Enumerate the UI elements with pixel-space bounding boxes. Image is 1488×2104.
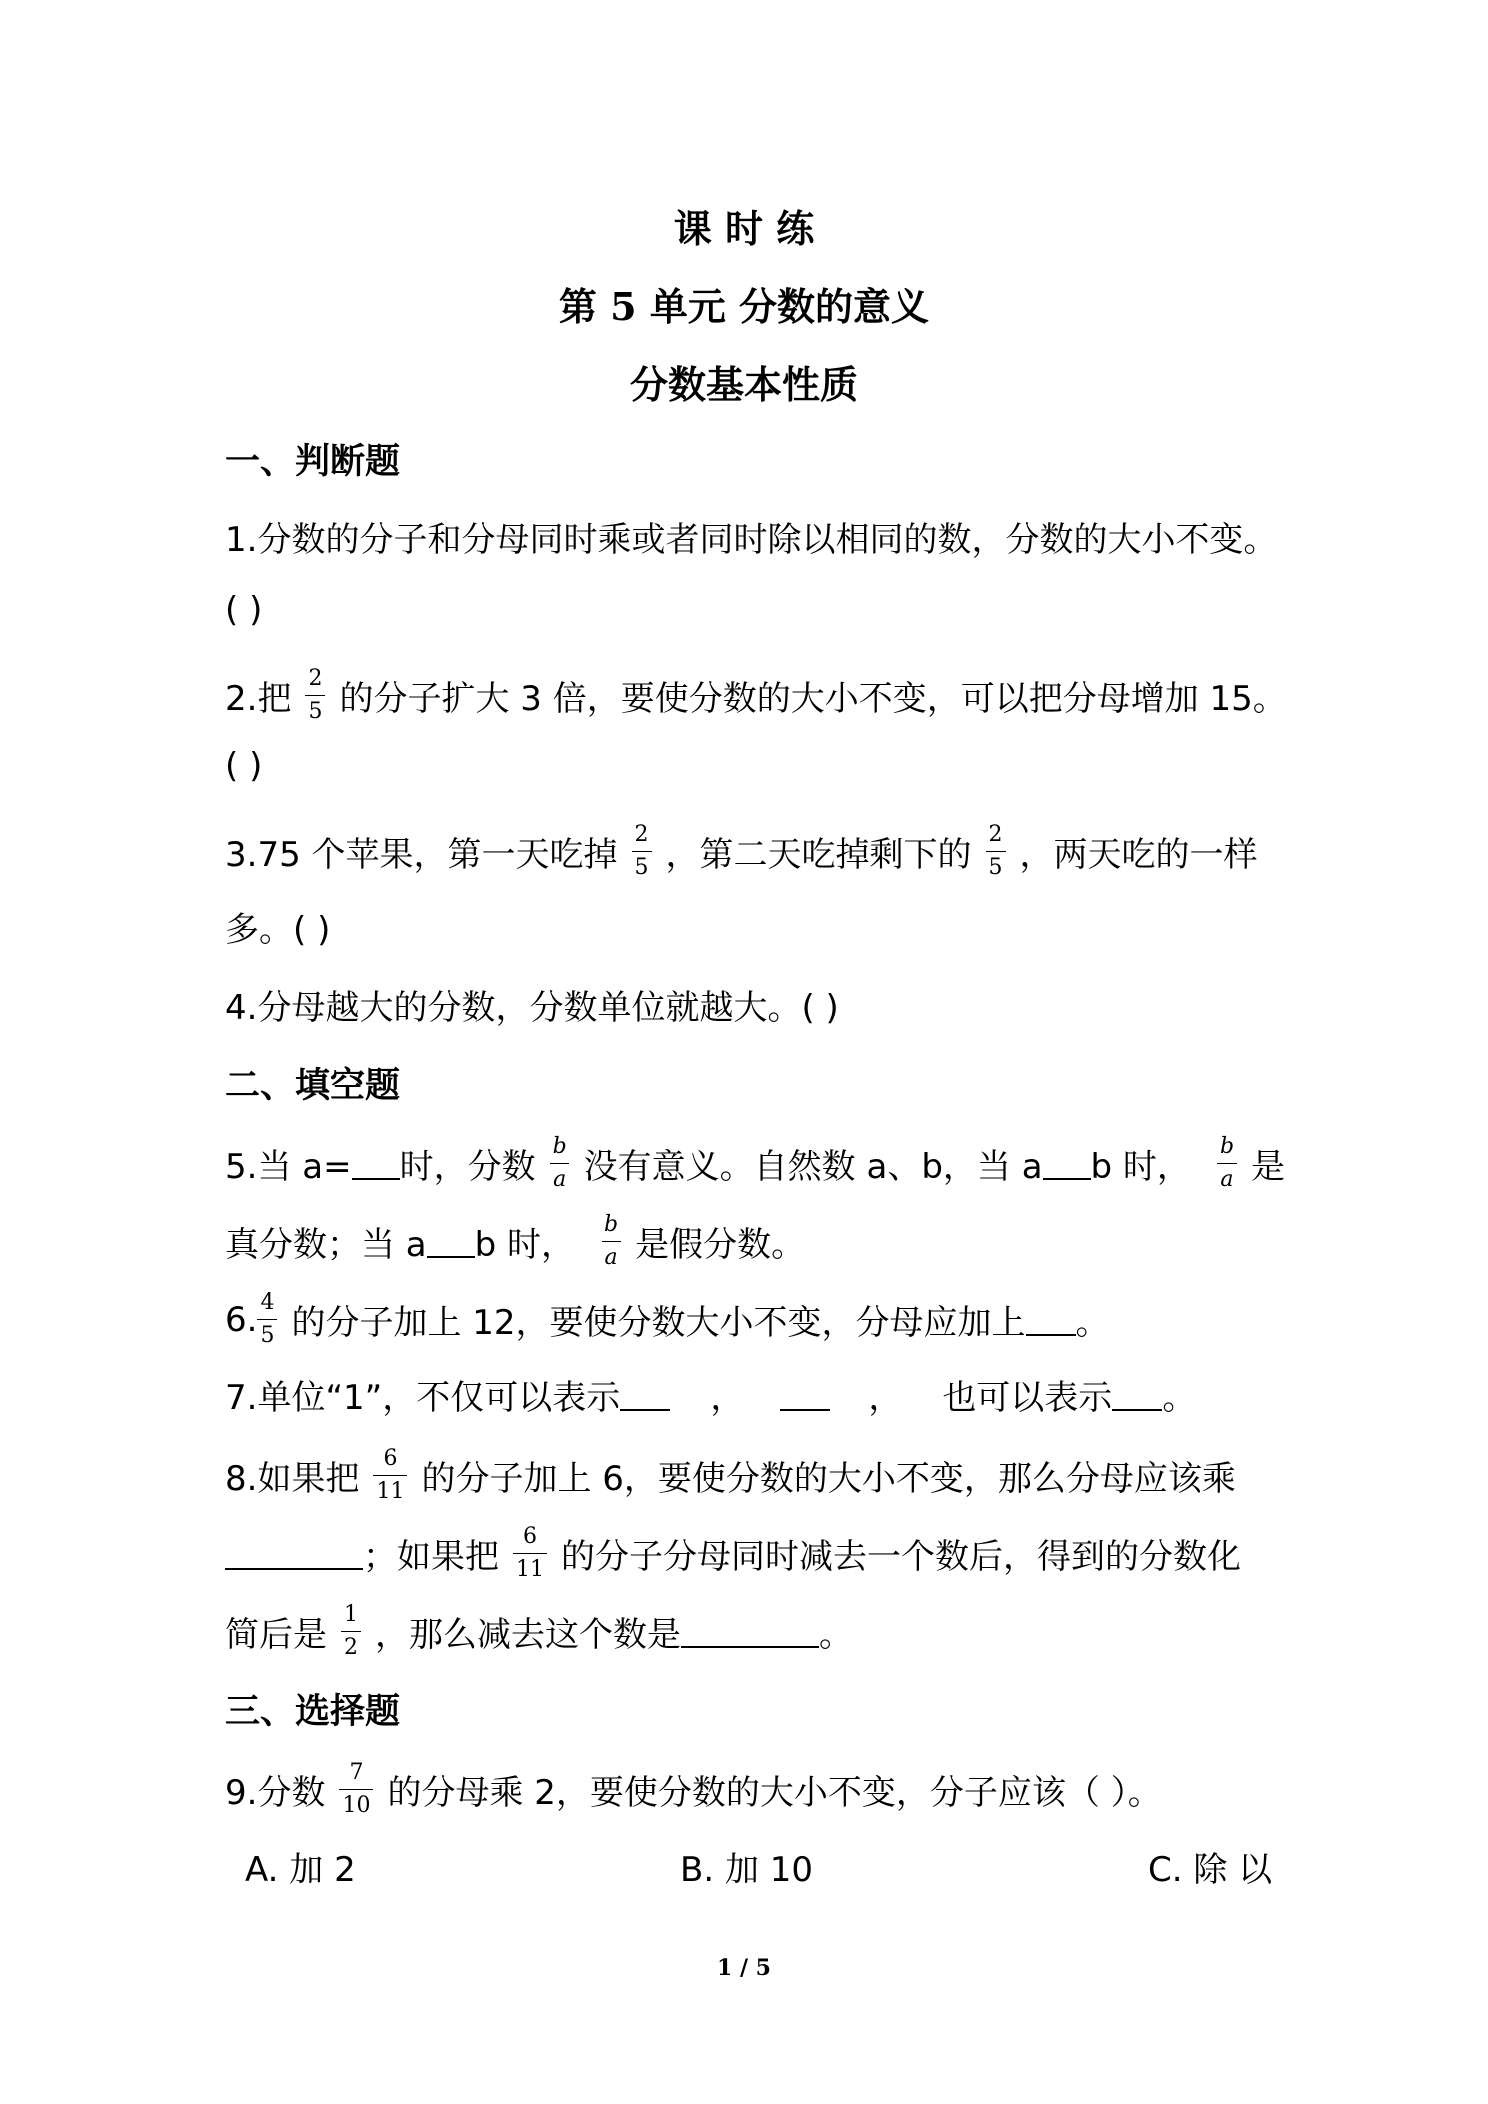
answer-blank[interactable] bbox=[1043, 1148, 1091, 1180]
q1-text: 1.分数的分子和分母同时乘或者同时除以相同的数，分数的大小不变。 bbox=[225, 520, 1278, 560]
q5-text-c: 没有意义。自然数 a、b，当 a bbox=[583, 1147, 1043, 1187]
q4-text: 4.分母越大的分数，分数单位就越大。( ) bbox=[225, 988, 839, 1028]
answer-blank[interactable] bbox=[1026, 1304, 1076, 1336]
question-3 bbox=[225, 824, 1258, 879]
fraction-numerator: 2 bbox=[988, 822, 1003, 847]
section-judgement: 一、判断题 bbox=[225, 442, 401, 482]
option-c[interactable]: C. 除 以 bbox=[1148, 1850, 1273, 1890]
answer-blank[interactable] bbox=[1112, 1379, 1162, 1411]
q6-text-a: 6. bbox=[225, 1299, 258, 1340]
q8-text-f: ，那么减去这个数是 bbox=[375, 1615, 681, 1655]
q5-text-e: 是 bbox=[1251, 1147, 1286, 1187]
topic-heading: 分数基本性质 bbox=[629, 362, 858, 407]
q8-text-a: 8.如果把 bbox=[225, 1459, 360, 1499]
question-7 bbox=[225, 1370, 1196, 1419]
q6-text-c: 。 bbox=[1075, 1303, 1110, 1343]
question-8 bbox=[225, 1448, 1236, 1503]
q8-text-b: 的分子加上 6，要使分数的大小不变，那么分母应该乘 bbox=[421, 1459, 1236, 1499]
fraction-numerator: b bbox=[604, 1212, 619, 1237]
fraction-denominator: a bbox=[1217, 1163, 1236, 1191]
option-b[interactable]: B. 加 10 bbox=[680, 1850, 814, 1890]
q7-text-b: ， bbox=[710, 1378, 745, 1418]
question-5-cont bbox=[225, 1214, 805, 1269]
q3-text-d: 多。( ) bbox=[225, 910, 331, 950]
q5-text-a: 5.当 a= bbox=[225, 1147, 352, 1187]
q2-text-b: 的分子扩大 3 倍，要使分数的大小不变，可以把分母增加 15。 bbox=[339, 679, 1287, 719]
q5-text-h: 是假分数。 bbox=[635, 1225, 806, 1265]
question-8-cont2 bbox=[225, 1604, 853, 1659]
q3-text-a: 3.75 个苹果，第一天吃掉 bbox=[225, 835, 618, 875]
fraction-b-a bbox=[601, 1214, 621, 1269]
q2-answer-paren bbox=[225, 746, 262, 786]
answer-blank[interactable] bbox=[681, 1616, 819, 1648]
question-8-cont bbox=[225, 1526, 1241, 1581]
fraction-denominator: a bbox=[550, 1163, 569, 1191]
q1-answer-paren bbox=[225, 590, 262, 630]
q3-text-b: ，第二天吃掉剩下的 bbox=[665, 835, 972, 875]
fraction-numerator: 2 bbox=[634, 822, 649, 847]
question-2 bbox=[225, 668, 1287, 723]
fraction-denominator: 11 bbox=[373, 1475, 407, 1503]
question-9 bbox=[225, 1762, 1162, 1817]
question-4 bbox=[225, 980, 839, 1029]
q7-text-a: 7.单位“1”，不仅可以表示 bbox=[225, 1378, 621, 1418]
answer-blank[interactable] bbox=[427, 1226, 475, 1258]
page-number: 1 / 5 bbox=[717, 1955, 771, 1981]
doc-title: 课 时 练 bbox=[673, 206, 815, 251]
answer-blank[interactable] bbox=[352, 1148, 400, 1180]
fraction-7-10 bbox=[339, 1762, 373, 1817]
fraction-b-a bbox=[1217, 1136, 1237, 1191]
question-6 bbox=[225, 1292, 1110, 1347]
fraction-denominator: 2 bbox=[341, 1631, 361, 1659]
q5-text-f: 真分数；当 a bbox=[225, 1225, 427, 1265]
fraction-6-11 bbox=[513, 1526, 547, 1581]
fraction-denominator: 10 bbox=[339, 1789, 373, 1817]
q3-text-c: ，两天吃的一样 bbox=[1019, 835, 1258, 875]
fraction-numerator: 2 bbox=[308, 666, 323, 691]
fraction-denominator: a bbox=[602, 1241, 621, 1269]
fraction-b-a bbox=[550, 1136, 570, 1191]
fraction-4-5 bbox=[257, 1292, 277, 1347]
q9-text-a: 9.分数 bbox=[225, 1773, 326, 1813]
fraction-numerator: 6 bbox=[383, 1446, 398, 1471]
q9-text-b: 的分母乘 2，要使分数的大小不变，分子应该（ ）。 bbox=[387, 1773, 1162, 1813]
fraction-numerator: 1 bbox=[344, 1602, 358, 1627]
fraction-numerator: b bbox=[1219, 1134, 1235, 1159]
fraction-denominator: 5 bbox=[632, 851, 652, 879]
q7-text-c: ， bbox=[868, 1378, 903, 1418]
q2-text-a: 2.把 bbox=[225, 679, 292, 719]
q8-text-c: ；如果把 bbox=[363, 1537, 499, 1577]
unit-heading: 第 5 单元 分数的意义 bbox=[558, 284, 930, 329]
q6-text-b: 的分子加上 12，要使分数大小不变，分母应加上 bbox=[291, 1303, 1026, 1343]
q7-text-d: 也可以表示 bbox=[942, 1378, 1113, 1418]
fraction-numerator: 6 bbox=[523, 1524, 537, 1549]
fraction-2-5 bbox=[986, 824, 1006, 879]
section-fill-blank: 二、填空题 bbox=[225, 1066, 401, 1106]
q7-text-e: 。 bbox=[1162, 1378, 1197, 1418]
fraction-2-5 bbox=[632, 824, 652, 879]
q8-text-e: 简后是 bbox=[225, 1615, 327, 1655]
fraction-denominator: 5 bbox=[305, 695, 325, 723]
section-multiple-choice: 三、选择题 bbox=[225, 1692, 401, 1732]
question-1 bbox=[225, 512, 1277, 561]
q2-paren: ( ) bbox=[225, 746, 263, 786]
fraction-denominator: 5 bbox=[257, 1319, 277, 1347]
fraction-1-2 bbox=[341, 1604, 361, 1659]
answer-blank[interactable] bbox=[780, 1379, 830, 1411]
q1-paren: ( ) bbox=[225, 590, 263, 630]
option-a[interactable]: A. 加 2 bbox=[245, 1850, 356, 1890]
answer-blank[interactable] bbox=[225, 1538, 363, 1570]
question-5 bbox=[225, 1136, 1285, 1191]
fraction-2-5 bbox=[305, 668, 325, 723]
q5-text-b: 时，分数 bbox=[399, 1147, 536, 1187]
fraction-numerator: b bbox=[552, 1134, 567, 1159]
q8-text-g: 。 bbox=[819, 1615, 853, 1655]
q8-text-d: 的分子分母同时减去一个数后，得到的分数化 bbox=[561, 1537, 1241, 1577]
q5-text-d: b 时， bbox=[1090, 1147, 1191, 1187]
fraction-6-11 bbox=[373, 1448, 407, 1503]
fraction-denominator: 11 bbox=[513, 1553, 547, 1581]
question-3-cont bbox=[225, 902, 330, 951]
answer-blank[interactable] bbox=[620, 1379, 670, 1411]
fraction-numerator: 4 bbox=[260, 1290, 275, 1315]
q5-text-g: b 时， bbox=[474, 1225, 576, 1265]
fraction-denominator: 5 bbox=[986, 851, 1006, 879]
fraction-numerator: 7 bbox=[349, 1760, 364, 1785]
